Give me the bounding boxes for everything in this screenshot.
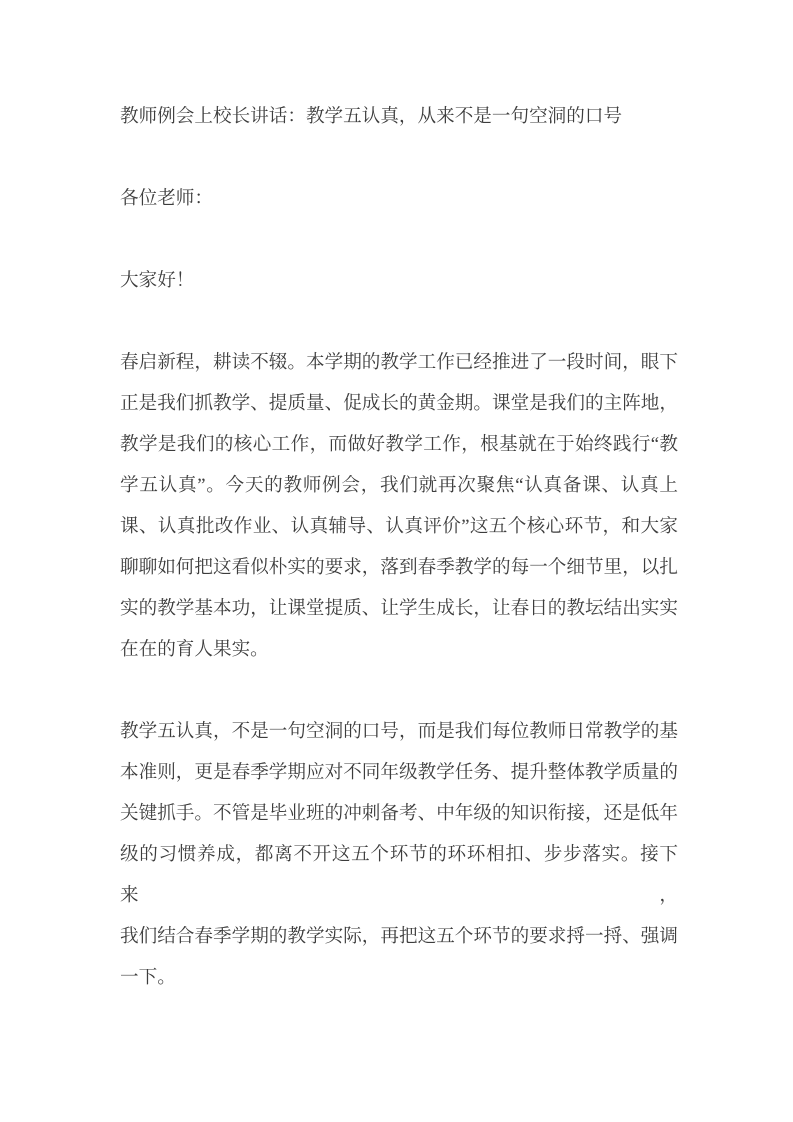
text-line: 在在的育人果实。 [120, 639, 269, 660]
paragraph [120, 711, 678, 998]
text-line: 春启新程，耕读不辍。本学期的教学工作已经推进了一段时间，眼下 [120, 352, 678, 373]
text-line: 聊聊如何把这看似朴实的要求，落到春季教学的每一个细节里，以扎 [120, 557, 678, 578]
text-line: 课、认真批改作业、认真辅导、认真评价”这五个核心环节，和大家 [120, 516, 678, 537]
paragraph [120, 178, 678, 219]
text-line: 实的教学基本功，让课堂提质、让学生成长，让春日的教坛结出实实 [120, 598, 678, 619]
text-line: 一下。 [120, 967, 176, 988]
text-line: 大家好！ [120, 270, 195, 291]
text-line: 学五认真”。今天的教师例会，我们就再次聚焦“认真备课、认真上 [120, 475, 678, 496]
paragraph [120, 342, 678, 670]
text-line: 教学五认真，不是一句空洞的口号，而是我们每位教师日常教学的基 [120, 721, 678, 742]
paragraph [120, 260, 678, 301]
text-line: 正是我们抓教学、提质量、促成长的黄金期。课堂是我们的主阵地， [120, 393, 678, 414]
document-body [120, 178, 678, 998]
document-title: 教师例会上校长讲话：教学五认真，从来不是一句空洞的口号 [120, 106, 623, 127]
text-line: 教学是我们的核心工作，而做好教学工作，根基就在于始终践行“教 [120, 434, 678, 455]
text-line: 本准则，更是春季学期应对不同年级教学任务、提升整体教学质量的 [120, 762, 678, 783]
text-line: 各位老师： [120, 188, 213, 209]
text-line: 我们结合春季学期的教学实际，再把这五个环节的要求捋一捋、强调 [120, 926, 678, 947]
text-line: 级的习惯养成，都离不开这五个环节的环环相扣、步步落实。接下来， [120, 844, 678, 906]
text-line: 关键抓手。不管是毕业班的冲刺备考、中年级的知识衔接，还是低年 [120, 803, 678, 824]
